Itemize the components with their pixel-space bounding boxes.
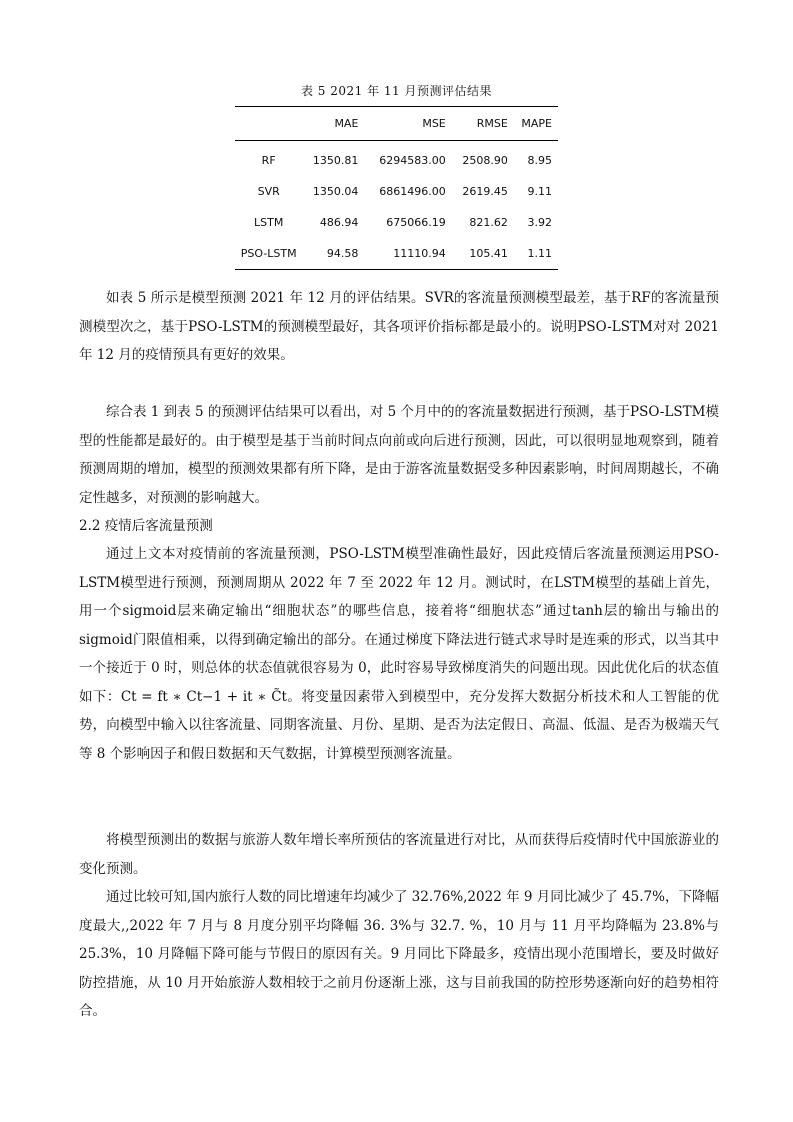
table-row [235,176,558,207]
header-cell: MAPE [514,107,558,141]
table-cell: 1350.04 [312,185,359,198]
table-row [235,207,558,238]
table-cell: 6294583.00 [379,154,446,167]
method-text: 通过上文本对疫情前的客流量预测，PSO-LSTM模型准确性最好，因此疫情后客流量预测运用PSO-LSTM模型进行预测，预测周期从 2022 年 7 至 2022 年 12 月。测试时，在LSTM模型的基础上首先，用一个sigmoid层来确定输出“细胞状态”的哪些信息，接着将“细胞状态”通过tanh层的输出与输出的sigmoid门限值相乘，以得到确定输出的部分。在通过梯度下降法进行链式求导时是连乘的形式，以当其中一个接近于 0 时，则总体的状态值就很容易为 0，此时容易导致梯度消失的问题出现。因此优化后的状态值如下： [79,546,719,705]
table-cell: 2619.45 [462,185,508,198]
state-formula: Ct = ft ∗ Ct−1 + it ∗ C̃t [120,688,287,705]
table-cell: 1350.81 [312,154,359,167]
table-cell: 675066.19 [386,216,446,229]
table-header-row [235,107,558,141]
table-cell: 1.11 [514,238,558,270]
table-cell: 8.95 [527,154,552,167]
table-row [235,238,558,270]
paragraph-comparison: 将模型预测出的数据与旅游人数年增长率所预估的客流量进行对比，从而获得后疫情时代中国旅游业的变化预测。 [79,832,719,877]
model-name-cell: LSTM [254,216,284,229]
header-cell: RMSE [452,107,514,141]
method-text-continued: 。将变量因素带入到模型中，充分发挥大数据分析技术和人工智能的优势，向模型中输入以往客流量、同期客流量、月份、星期、是否为法定假日、高温、低温、是否为极端天气等 8 个影响因子和假日数据和天气数据，计算模型预测客流量。 [79,688,720,762]
table-cell: 3.92 [527,216,552,229]
table-cell: 821.62 [469,216,508,229]
section-heading: 2.2 疫情后客流量预测 [79,518,213,534]
model-name-cell: RF [261,154,276,167]
table-cell: 486.94 [319,216,359,229]
table-cell: 9.11 [527,185,552,198]
table-cell: 11110.94 [364,238,451,270]
table-caption: 表 5 2021 年 11 月预测评估结果 [300,84,493,98]
paragraph-evaluation-result: 如表 5 所示是模型预测 2021 年 12 月的评估结果。SVR的客流量预测模型最差，基于RF的客流量预测模型次之，基于PSO-LSTM的预测模型最好，其各项评价指标都是最小的。说明PSO-LSTM对对 2021 年 12 月的疫情预具有更好的效果。 [79,290,719,363]
table-cell: 6861496.00 [379,185,446,198]
table-cell: 105.41 [452,238,514,270]
header-cell [235,107,302,141]
table-cell: 94.58 [302,238,364,270]
table-row [235,141,558,177]
model-name-cell: SVR [257,185,280,198]
evaluation-table [235,106,558,270]
paragraph-method [79,540,719,768]
paragraph-analysis: 通过比较可知,国内旅行人数的同比增速年均减少了 32.76%,2022 年 9 月同比减少了 45.7%，下降幅度最大,,2022 年 7 月与 8 月度分别平均降幅 36. 3%与 32.7. %，10 月与 11 月平均降幅为 23.8%与 25.3%，10 月降幅下降可能与节假日的原因有关。9 月同比下降最多，疫情出现小范围增长，要及时做好防控措施，从 10 月开始旅游人数相较于之前月份逐渐上涨，这与目前我国的防控形势逐渐向好的趋势相符合。 [79,889,719,1019]
paragraph-summary: 综合表 1 到表 5 的预测评估结果可以看出，对 5 个月中的的客流量数据进行预测，基于PSO-LSTM模型的性能都是最好的。由于模型是基于当前时间点向前或向后进行预测，因此，可以很明显地观察到，随着预测周期的增加，模型的预测效果都有所下降，是由于游客流量数据受多种因素影响，时间周期越长，不确定性越多，对预测的影响越大。 [79,404,720,506]
table-cell: 2508.90 [462,154,508,167]
model-name-cell: PSO-LSTM [235,238,302,270]
header-cell: MSE [364,107,451,141]
header-cell: MAE [302,107,364,141]
